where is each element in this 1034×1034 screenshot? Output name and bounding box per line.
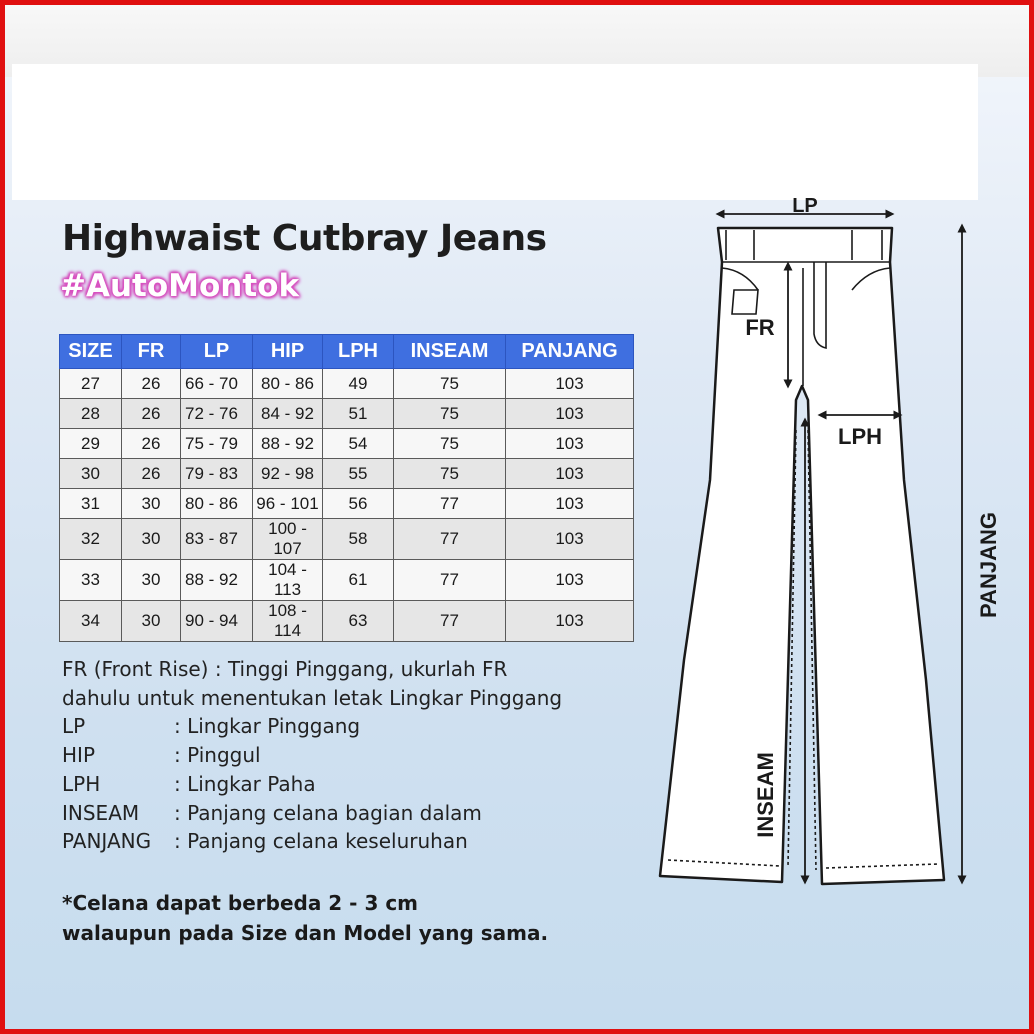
glossary-desc: : Lingkar Paha (174, 771, 316, 796)
cell-lp: 72 - 76 (181, 399, 253, 429)
note-line: walaupun pada Size dan Model yang sama. (62, 921, 549, 945)
glossary-term: HIP (62, 743, 95, 768)
header-hip: HIP (253, 335, 323, 369)
glossary-term: PANJANG (62, 829, 152, 854)
label-lph: LPH (838, 424, 882, 449)
cell-hip: 96 - 101 (253, 489, 323, 519)
glossary-item (62, 799, 562, 828)
table-row (60, 429, 634, 459)
cell-panjang: 103 (506, 459, 634, 489)
header-size: SIZE (60, 335, 122, 369)
glossary-item (62, 712, 562, 741)
size-chart-table (59, 334, 634, 642)
cell-inseam: 75 (394, 459, 506, 489)
cell-panjang: 103 (506, 560, 634, 601)
cell-lph: 56 (323, 489, 394, 519)
label-fr: FR (745, 315, 775, 340)
cell-fr: 30 (122, 519, 181, 560)
cell-size: 30 (60, 459, 122, 489)
note-line: *Celana dapat berbeda 2 - 3 cm (62, 891, 419, 915)
glossary-item (62, 741, 562, 770)
cell-hip: 104 - 113 (253, 560, 323, 601)
cell-fr: 26 (122, 459, 181, 489)
hashtag-label: #AutoMontok (60, 268, 300, 304)
cell-size: 32 (60, 519, 122, 560)
glossary-desc: : Panjang celana bagian dalam (174, 800, 482, 825)
header-lp: LP (181, 335, 253, 369)
table-row (60, 399, 634, 429)
cell-lph: 51 (323, 399, 394, 429)
cell-panjang: 103 (506, 399, 634, 429)
cell-hip: 100 - 107 (253, 519, 323, 560)
cell-inseam: 77 (394, 489, 506, 519)
cell-panjang: 103 (506, 369, 634, 399)
table-row (60, 369, 634, 399)
cell-hip: 88 - 92 (253, 429, 323, 459)
cell-panjang: 103 (506, 519, 634, 560)
cell-panjang: 103 (506, 601, 634, 642)
cell-hip: 108 - 114 (253, 601, 323, 642)
cell-lp: 66 - 70 (181, 369, 253, 399)
cell-lph: 55 (323, 459, 394, 489)
product-title: Highwaist Cutbray Jeans (62, 218, 547, 259)
glossary-term: LPH (62, 771, 101, 796)
glossary-desc: : Panjang celana keseluruhan (174, 829, 468, 854)
glossary-term: LP (62, 714, 86, 739)
cell-inseam: 77 (394, 601, 506, 642)
cell-size: 28 (60, 399, 122, 429)
blank-header-area (12, 64, 978, 200)
cell-lph: 58 (323, 519, 394, 560)
cell-lph: 61 (323, 560, 394, 601)
cell-lp: 79 - 83 (181, 459, 253, 489)
cell-lp: 83 - 87 (181, 519, 253, 560)
cell-inseam: 75 (394, 429, 506, 459)
cell-hip: 80 - 86 (253, 369, 323, 399)
cell-panjang: 103 (506, 489, 634, 519)
label-panjang: PANJANG (976, 512, 1001, 618)
size-disclaimer-note (62, 888, 548, 948)
glossary-desc: : Pinggul (174, 743, 261, 768)
cell-size: 29 (60, 429, 122, 459)
table-row (60, 601, 634, 642)
table-row (60, 519, 634, 560)
cell-inseam: 77 (394, 519, 506, 560)
glossary-fr-line: FR (Front Rise) : Tinggi Pinggang, ukurlah FR (62, 657, 508, 681)
table-row (60, 459, 634, 489)
cell-lp: 88 - 92 (181, 560, 253, 601)
table-row (60, 489, 634, 519)
cell-fr: 26 (122, 429, 181, 459)
glossary-fr-line: dahulu untuk menentukan letak Lingkar Pinggang (62, 685, 563, 710)
cell-fr: 30 (122, 560, 181, 601)
glossary-item (62, 827, 562, 856)
cell-size: 34 (60, 601, 122, 642)
cell-lp: 80 - 86 (181, 489, 253, 519)
cell-inseam: 75 (394, 369, 506, 399)
cell-inseam: 77 (394, 560, 506, 601)
jeans-outline (660, 228, 944, 884)
header-panjang: PANJANG (506, 335, 634, 369)
size-table-header-row (60, 335, 634, 369)
jeans-measurement-diagram (640, 190, 1010, 900)
cell-hip: 84 - 92 (253, 399, 323, 429)
cell-lph: 54 (323, 429, 394, 459)
table-row (60, 560, 634, 601)
cell-hip: 92 - 98 (253, 459, 323, 489)
glossary-term: INSEAM (62, 800, 140, 825)
header-fr: FR (122, 335, 181, 369)
glossary-item (62, 770, 562, 799)
cell-fr: 30 (122, 601, 181, 642)
cell-panjang: 103 (506, 429, 634, 459)
cell-inseam: 75 (394, 399, 506, 429)
cell-size: 31 (60, 489, 122, 519)
cell-fr: 26 (122, 399, 181, 429)
glossary-desc: : Lingkar Pinggang (174, 714, 361, 739)
cell-size: 27 (60, 369, 122, 399)
header-lph: LPH (323, 335, 394, 369)
cell-lph: 49 (323, 369, 394, 399)
measurement-glossary (62, 655, 562, 856)
header-inseam: INSEAM (394, 335, 506, 369)
label-lp: LP (792, 195, 818, 217)
cell-lp: 90 - 94 (181, 601, 253, 642)
cell-lph: 63 (323, 601, 394, 642)
label-inseam: INSEAM (753, 752, 778, 838)
cell-lp: 75 - 79 (181, 429, 253, 459)
cell-fr: 30 (122, 489, 181, 519)
cell-size: 33 (60, 560, 122, 601)
cell-fr: 26 (122, 369, 181, 399)
